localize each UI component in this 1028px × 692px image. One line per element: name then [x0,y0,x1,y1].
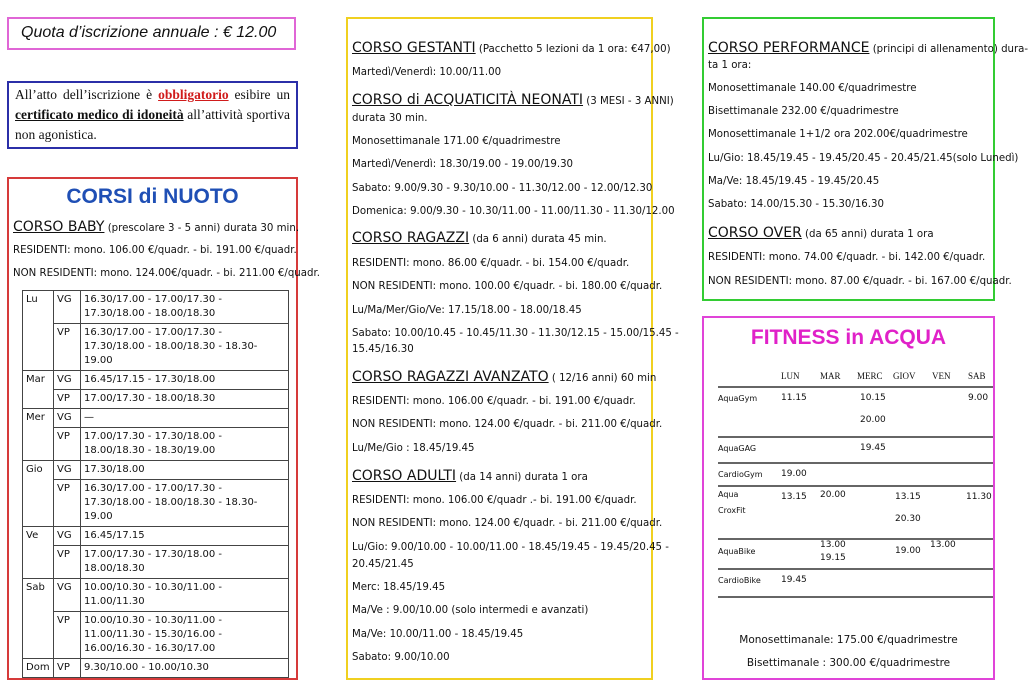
neonati-price: Monosettimanale 171.00 €/quadrimestre [352,136,561,147]
schedule-code: VP [54,324,81,371]
schedule-row [23,461,289,480]
croxfit-giov-1: 13.15 [895,492,921,502]
baby-heading [13,218,300,236]
schedule-times: 17.00/17.30 - 18.00/18.30 [81,390,289,409]
ragazzi-heading [352,229,651,247]
schedule-day: Ve [23,527,54,579]
schedule-row [23,409,289,428]
schedule-row [23,371,289,390]
over-title: CORSO OVER [708,225,802,241]
neonati-duration: durata 30 min. [352,113,428,124]
performance-price-1: Monosettimanale 140.00 €/quadrimestre [708,83,917,94]
aquagym-merc-1: 10.15 [860,393,886,403]
schedule-row [23,527,289,546]
schedule-row [23,546,289,579]
adulti-times-1a: Lu/Gio: 9.00/10.00 - 10.00/11.00 - 18.45/19.45 - 19.45/20.45 - [352,542,669,553]
cert-medico: certificato medico di idoneità [15,107,184,122]
ragazzi-times-1: Lu/Ma/Mer/Gio/Ve: 17.15/18.00 - 18.00/18.45 [352,305,582,316]
schedule-code: VG [54,527,81,546]
quota-text: Quota d’iscrizione annuale : € 12.00 [21,24,277,41]
adulti-times-3: Ma/Ve : 9.00/10.00 (solo intermedi e avanzati) [352,605,589,616]
adulti-subtitle: (da 14 anni) durata 1 ora [456,472,588,483]
schedule-times: 16.45/17.15 - 17.30/18.00 [81,371,289,390]
adulti-times-2: Merc: 18.45/19.45 [352,582,446,593]
schedule-times: 17.00/17.30 - 17.30/18.00 - 18.00/18.30 - 18.30/19.00 [81,428,289,461]
schedule-code: VG [54,409,81,428]
neonati-times-3: Domenica: 9.00/9.30 - 10.30/11.00 - 11.00/11.30 - 11.30/12.00 [352,206,675,217]
schedule-row [23,612,289,659]
aquagym-sab: 9.00 [968,393,989,403]
adulti-times-5: Sabato: 9.00/10.00 [352,652,450,663]
croxfit-sab: 11.30 [966,492,992,502]
fitness-cardiobike: CardioBike [718,576,761,585]
adulti-non-residenti: NON RESIDENTI: mono. 124.00 €/quadr. - bi. 211.00 €/quadr. [352,518,663,529]
ragazzi-non-residenti: NON RESIDENTI: mono. 100.00 €/quadr. - bi. 180.00 €/quadr. [352,281,663,292]
schedule-code: VP [54,480,81,527]
fitness-rule [718,462,993,464]
day-merc: MERC [857,371,883,381]
baby-subtitle: (prescolare 3 - 5 anni) durata 30 min. [104,223,300,234]
schedule-row [23,291,289,324]
schedule-code: VP [54,428,81,461]
schedule-times: 16.45/17.15 [81,527,289,546]
fitness-croxfit: CroxFit [718,506,746,515]
cert-text-1: All’atto dell’iscrizione è [15,87,159,102]
other-courses-panel [346,17,679,680]
schedule-code: VG [54,291,81,324]
schedule-times: 10.00/10.30 - 10.30/11.00 - 11.00/11.30 [81,579,289,612]
baby-non-residenti: NON RESIDENTI: mono. 124.00€/quadr. - bi. 211.00 €/quadr. [13,268,320,279]
fitness-aquabike: AquaBike [718,547,756,556]
schedule-times: 16.30/17.00 - 17.00/17.30 - 17.30/18.00 - 18.00/18.30 - 18.30-19.00 [81,324,289,371]
swim-title: CORSI di NUOTO [66,185,239,208]
gestanti-title: CORSO GESTANTI [352,40,476,56]
schedule-times: 16.30/17.00 - 17.00/17.30 - 17.30/18.00 - 18.00/18.30 - 18.30-19.00 [81,480,289,527]
baby-title: CORSO BABY [13,219,105,235]
performance-times-1: Lu/Gio: 18.45/19.45 - 19.45/20.45 - 20.45/21.45(solo Lunedì) [708,153,1019,164]
performance-subtitle-2: ta 1 ora: [708,60,752,71]
cert-text-3: all’attività sportiva non agonistica. [15,107,290,142]
fitness-aqua: Aqua [718,490,739,499]
aquagym-merc-2: 20.00 [860,415,886,425]
schedule-day: Sab [23,579,54,659]
fitness-mono-price: Monosettimanale: 175.00 €/quadrimestre [739,634,958,646]
schedule-code: VG [54,461,81,480]
avanzato-residenti: RESIDENTI: mono. 106.00 €/quadr. - bi. 191.00 €/quadr. [352,396,636,407]
fitness-rule [718,386,993,388]
avanzato-subtitle: ( 12/16 anni) 60 min [548,373,657,384]
performance-times-2: Ma/Ve: 18.45/19.45 - 19.45/20.45 [708,176,880,187]
schedule-times: 17.00/17.30 - 17.30/18.00 - 18.00/18.30 [81,546,289,579]
ragazzi-times-2a: Sabato: 10.00/10.45 - 10.45/11.30 - 11.30/12.15 - 15.00/15.45 - [352,328,679,339]
ragazzi-title: CORSO RAGAZZI [352,230,470,246]
schedule-times: 17.30/18.00 [81,461,289,480]
swim-courses-panel [7,177,320,680]
avanzato-title: CORSO RAGAZZI AVANZATO [352,369,549,385]
adulti-times-1b: 20.45/21.45 [352,559,414,570]
neonati-title: CORSO di ACQUATICITÀ NEONATI [352,92,584,108]
fitness-bi-price: Bisettimanale : 300.00 €/quadrimestre [746,657,951,669]
schedule-code: VG [54,579,81,612]
schedule-row [23,480,289,527]
adulti-title: CORSO ADULTI [352,468,457,484]
avanzato-non-residenti: NON RESIDENTI: mono. 124.00 €/quadr. - bi. 211.00 €/quadr. [352,419,663,430]
schedule-code: VP [54,546,81,579]
performance-price-3: Monosettimanale 1+1/2 ora 202.00€/quadrimestre [708,129,968,140]
schedule-row [23,324,289,371]
schedule-code: VP [54,390,81,409]
aquagym-lun: 11.15 [781,393,807,403]
adulti-heading [352,467,651,485]
cardiogym-lun: 19.00 [781,469,807,479]
schedule-code: VP [54,612,81,659]
performance-subtitle: (principi di allenamento) dura- [869,44,1028,55]
fitness-panel [702,316,995,680]
certificate-note [7,81,298,149]
aquabike-giov: 19.00 [895,546,921,556]
fitness-title: FITNESS in ACQUA [750,326,947,349]
ragazzi-subtitle: (da 6 anni) durata 45 min. [469,234,607,245]
schedule-times: — [81,409,289,428]
schedule-day: Gio [23,461,54,527]
schedule-row [23,428,289,461]
avanzato-heading [352,368,657,386]
fitness-rule [718,596,993,598]
schedule-day: Mer [23,409,54,461]
fitness-aquagag: AquaGAG [718,444,757,453]
day-lun: LUN [781,371,800,381]
fitness-cardiogym: CardioGym [718,470,763,479]
schedule-times: 10.00/10.30 - 10.30/11.00 - 11.00/11.30 - 15.30/16.00 - 16.00/16.30 - 16.30/17.00 [81,612,289,659]
day-ven: VEN [932,371,951,381]
neonati-times-2: Sabato: 9.00/9.30 - 9.30/10.00 - 11.30/12.00 - 12.00/12.30 [352,183,653,194]
schedule-day: Dom [23,659,54,678]
adulti-times-4: Ma/Ve: 10.00/11.00 - 18.45/19.45 [352,629,524,640]
over-non-residenti: NON RESIDENTI: mono. 87.00 €/quadr. - bi. 167.00 €/quadr. [708,276,1012,287]
fitness-rule [718,436,993,438]
performance-panel [702,17,1028,301]
ragazzi-times-2b: 15.45/16.30 [352,344,414,355]
baby-schedule-table [22,290,289,678]
neonati-heading [352,91,674,109]
adulti-residenti: RESIDENTI: mono. 106.00 €/quadr .- bi. 191.00 €/quadr. [352,495,637,506]
day-sab: SAB [968,371,986,381]
schedule-day: Lu [23,291,54,371]
fitness-rule [718,485,993,487]
over-residenti: RESIDENTI: mono. 74.00 €/quadr. - bi. 142.00 €/quadr. [708,252,986,263]
performance-heading [708,39,1028,57]
day-mar: MAR [820,371,841,381]
day-giov: GIOV [893,371,916,381]
performance-times-3: Sabato: 14.00/15.30 - 15.30/16.30 [708,199,884,210]
over-heading [708,224,993,242]
performance-price-2: Bisettimanale 232.00 €/quadrimestre [708,106,899,117]
over-subtitle: (da 65 anni) durata 1 ora [801,229,934,240]
aquabike-ven: 13.00 [930,540,956,550]
schedule-row [23,579,289,612]
cert-obbligatorio: obbligatorio [158,87,229,102]
schedule-day: Mar [23,371,54,409]
croxfit-mar: 20.00 [820,490,846,500]
gestanti-subtitle: (Pacchetto 5 lezioni da 1 ora: €47,00) [475,44,671,55]
schedule-times: 16.30/17.00 - 17.00/17.30 - 17.30/18.00 - 18.00/18.30 [81,291,289,324]
avanzato-times: Lu/Me/Gio : 18.45/19.45 [352,443,475,454]
aquagag-merc: 19.45 [860,443,886,453]
schedule-code: VG [54,371,81,390]
aquabike-mar-1: 13.00 [820,540,846,550]
croxfit-lun: 13.15 [781,492,807,502]
croxfit-giov-2: 20.30 [895,514,921,524]
quota-box [7,17,296,50]
gestanti-heading [352,39,671,57]
aquabike-mar-2: 19.15 [820,553,846,563]
cert-text-2: esibire un [228,87,290,102]
fitness-rule [718,568,993,570]
cardiobike-lun: 19.45 [781,575,807,585]
neonati-subtitle: (3 MESI - 3 ANNI) [583,96,674,107]
schedule-times: 9.30/10.00 - 10.00/10.30 [81,659,289,678]
schedule-code: VP [54,659,81,678]
baby-residenti: RESIDENTI: mono. 106.00 €/quadr. - bi. 191.00 €/quadr. [13,245,297,256]
schedule-row [23,390,289,409]
ragazzi-residenti: RESIDENTI: mono. 86.00 €/quadr. - bi. 154.00 €/quadr. [352,258,630,269]
gestanti-times: Martedì/Venerdì: 10.00/11.00 [352,67,502,78]
performance-title: CORSO PERFORMANCE [708,40,870,56]
neonati-times-1: Martedì/Venerdì: 18.30/19.00 - 19.00/19.30 [352,159,574,170]
schedule-row [23,659,289,678]
fitness-aquagym: AquaGym [718,394,758,403]
